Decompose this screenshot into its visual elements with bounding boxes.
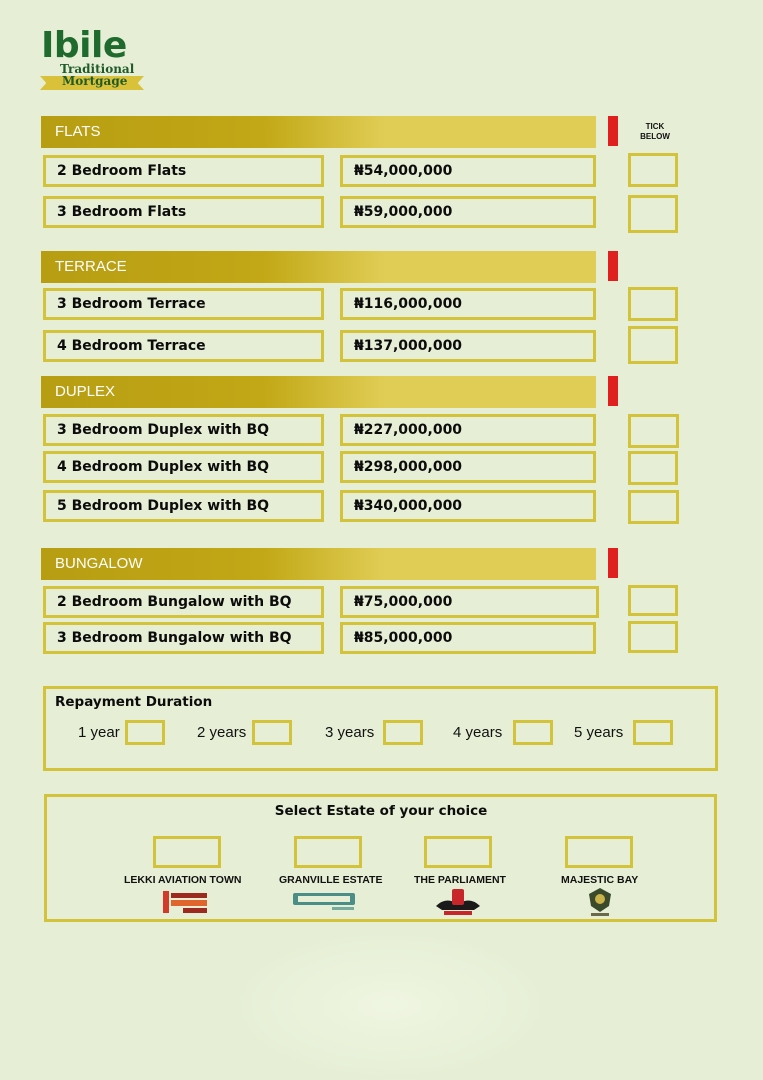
property-name: 3 Bedroom Duplex with BQ (43, 414, 324, 446)
repayment-label-2-years: 2 years (197, 724, 247, 741)
section-header-terrace: TERRACE (41, 251, 596, 283)
tick-box-2-bedroom-flats[interactable] (628, 153, 678, 187)
estate-title: Select Estate of your choice (274, 803, 488, 819)
tick-box-3-bedroom-terrace[interactable] (628, 287, 678, 321)
repayment-label-3-years: 3 years (325, 724, 375, 741)
repayment-label-4-years: 4 years (453, 724, 503, 741)
majestic-bay-crest-logo-icon (585, 886, 615, 918)
tick-box-3-bedroom-bungalow[interactable] (628, 621, 678, 653)
tick-box-5-bedroom-duplex[interactable] (628, 490, 679, 524)
property-name: 2 Bedroom Flats (43, 155, 324, 187)
section-header-flats: FLATS (41, 116, 596, 148)
background-glow (230, 930, 550, 1080)
property-price: ₦85,000,000 (340, 622, 596, 654)
property-name: 4 Bedroom Terrace (43, 330, 324, 362)
logo-line-1: Traditional (60, 62, 135, 76)
property-price: ₦227,000,000 (340, 414, 596, 446)
property-price: ₦59,000,000 (340, 196, 596, 228)
logo-wordmark: Ibile (41, 25, 127, 66)
repayment-box-3-years[interactable] (383, 720, 423, 745)
repayment-box-4-years[interactable] (513, 720, 553, 745)
section-marker-duplex (608, 376, 618, 406)
estate-box-lekki-aviation-town[interactable] (153, 836, 221, 868)
property-name: 3 Bedroom Terrace (43, 288, 324, 320)
logo-line-2: Mortgage (62, 74, 128, 88)
section-header-bungalow: BUNGALOW (41, 548, 596, 580)
property-name: 3 Bedroom Bungalow with BQ (43, 622, 324, 654)
tick-box-2-bedroom-bungalow[interactable] (628, 585, 678, 616)
property-price: ₦54,000,000 (340, 155, 596, 187)
tick-box-4-bedroom-duplex[interactable] (628, 451, 678, 485)
estate-box-the-parliament[interactable] (424, 836, 492, 868)
estate-name-granville-estate: GRANVILLE ESTATE (279, 874, 383, 886)
tick-box-4-bedroom-terrace[interactable] (628, 326, 678, 364)
property-price: ₦298,000,000 (340, 451, 596, 483)
property-name: 2 Bedroom Bungalow with BQ (43, 586, 324, 618)
section-marker-bungalow (608, 548, 618, 578)
section-marker-terrace (608, 251, 618, 281)
repayment-title: Repayment Duration (55, 694, 213, 710)
property-price: ₦137,000,000 (340, 330, 596, 362)
property-name: 3 Bedroom Flats (43, 196, 324, 228)
estate-box-granville-estate[interactable] (294, 836, 362, 868)
estate-box-majestic-bay[interactable] (565, 836, 633, 868)
lekki-aviation-town-logo-icon (161, 889, 209, 915)
property-price: ₦340,000,000 (340, 490, 596, 522)
repayment-box-1-year[interactable] (125, 720, 165, 745)
repayment-box-5-years[interactable] (633, 720, 673, 745)
section-header-duplex: DUPLEX (41, 376, 596, 408)
repayment-label-5-years: 5 years (574, 724, 624, 741)
estate-name-lekki-aviation-town: LEKKI AVIATION TOWN (124, 874, 242, 886)
ibile-logo (40, 26, 146, 92)
tick-below-label: TICK BELOW (640, 122, 670, 141)
repayment-label-1-year: 1 year (78, 724, 120, 741)
property-price: ₦116,000,000 (340, 288, 596, 320)
tick-box-3-bedroom-duplex[interactable] (628, 414, 679, 448)
section-marker-flats (608, 116, 618, 146)
property-name: 4 Bedroom Duplex with BQ (43, 451, 324, 483)
repayment-box-2-years[interactable] (252, 720, 292, 745)
parliament-crest-logo-icon (434, 886, 482, 918)
granville-logo-icon (292, 890, 360, 912)
estate-name-majestic-bay: MAJESTIC BAY (561, 874, 639, 886)
property-name: 5 Bedroom Duplex with BQ (43, 490, 324, 522)
estate-name-the-parliament: THE PARLIAMENT (414, 874, 506, 886)
property-price: ₦75,000,000 (340, 586, 599, 618)
tick-box-3-bedroom-flats[interactable] (628, 195, 678, 233)
